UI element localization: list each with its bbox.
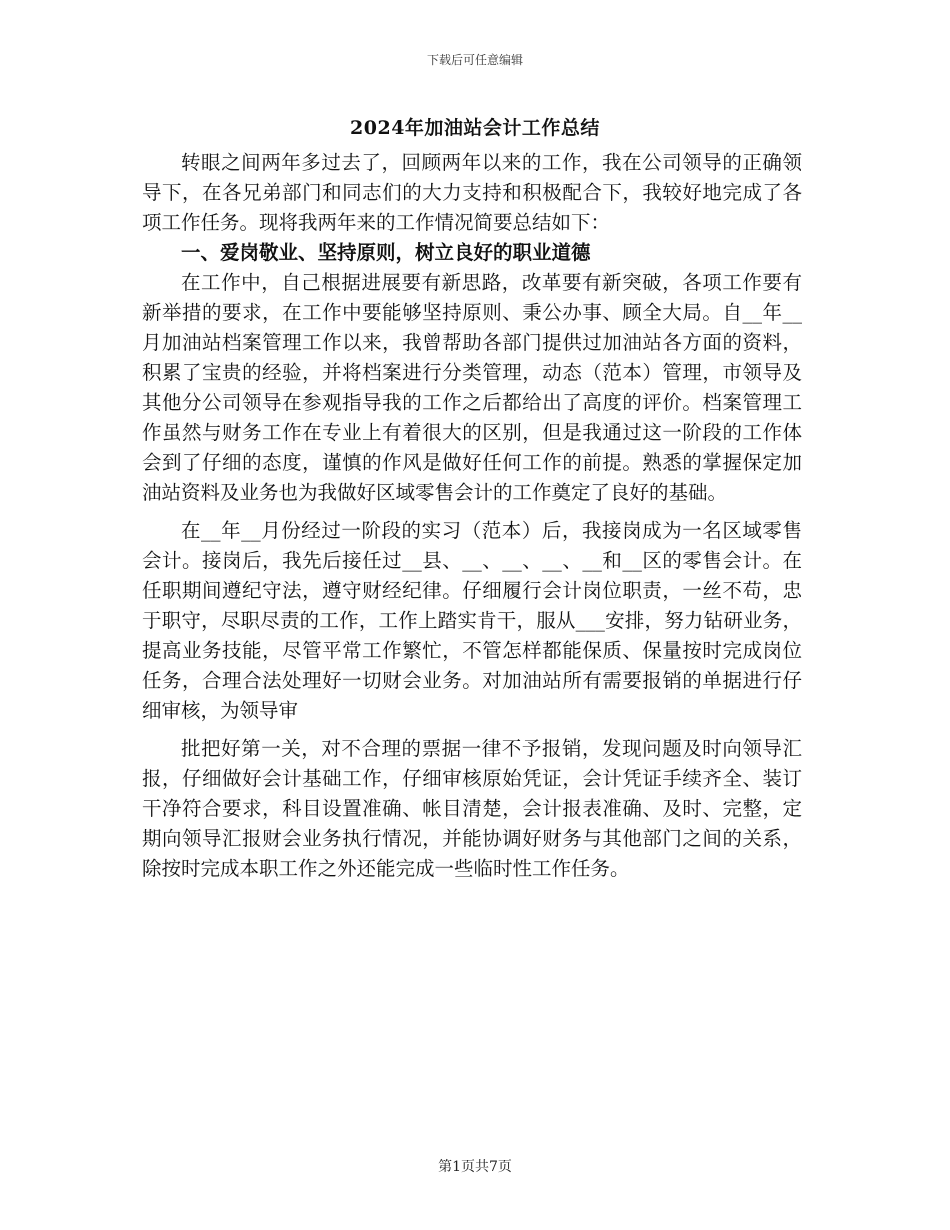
document-body — [142, 148, 802, 884]
intro-paragraph: 转眼之间两年多过去了，回顾两年以来的工作，我在公司领导的正确领导下，在各兄弟部门和同志们的大力支持和积极配合下，我较好地完成了各项工作任务。现将我两年来的工作情况简要总结如下： — [142, 151, 802, 234]
section-heading: 一、爱岗敬业、坚持原则，树立良好的职业道德 — [181, 241, 591, 264]
page-header-note: 下载后可任意编辑 — [426, 53, 523, 67]
document-title: 2024年加油站会计工作总结 — [350, 117, 600, 139]
body-paragraph-2: 在__年__月份经过一阶段的实习（范本）后，我接岗成为一名区域零售会计。接岗后，我先后接任过__县、__、__、__、__和__区的零售会计。在任职期间遵纪守法，遵守财经纪律。仔细履行会计岗位职责，一丝不苟，忠于职守，尽职尽责的工作，工作上踏实肯干，服从___安排，努力钻研业务，提高业务技能，尽管平常工作繁忙，不管怎样都能保质、保量按时完成岗位任务，合理合法处理好一切财会业务。对加油站所有需要报销的单据进行仔细审核，为领导审 — [142, 519, 802, 722]
body-paragraph-1: 在工作中，自己根据进展要有新思路，改革要有新突破，各项工作要有新举措的要求，在工作中要能够坚持原则、秉公办事、顾全大局。自__年__月加油站档案管理工作以来，我曾帮助各部门提供过加油站各方面的资料，积累了宝贵的经验，并将档案进行分类管理，动态（范本）管理，市领导及其他分公司领导在参观指导我的工作之后都给出了高度的评价。档案管理工作虽然与财务工作在专业上有着很大的区别，但是我通过这一阶段的工作体会到了仔细的态度，谨慎的作风是做好任何工作的前提。熟悉的掌握保定加油站资料及业务也为我做好区域零售会计的工作奠定了良好的基础。 — [142, 271, 802, 504]
body-paragraph-3: 批把好第一关，对不合理的票据一律不予报销，发现问题及时向领导汇报，仔细做好会计基础工作，仔细审核原始凭证，会计凭证手续齐全、装订干净符合要求，科目设置准确、帐目清楚，会计报表准确、及时、完整，定期向领导汇报财会业务执行情况，并能协调好财务与其他部门之间的关系，除按时完成本职工作之外还能完成一些临时性工作任务。 — [142, 737, 802, 880]
page-number: 第1页共7页 — [438, 1159, 512, 1175]
